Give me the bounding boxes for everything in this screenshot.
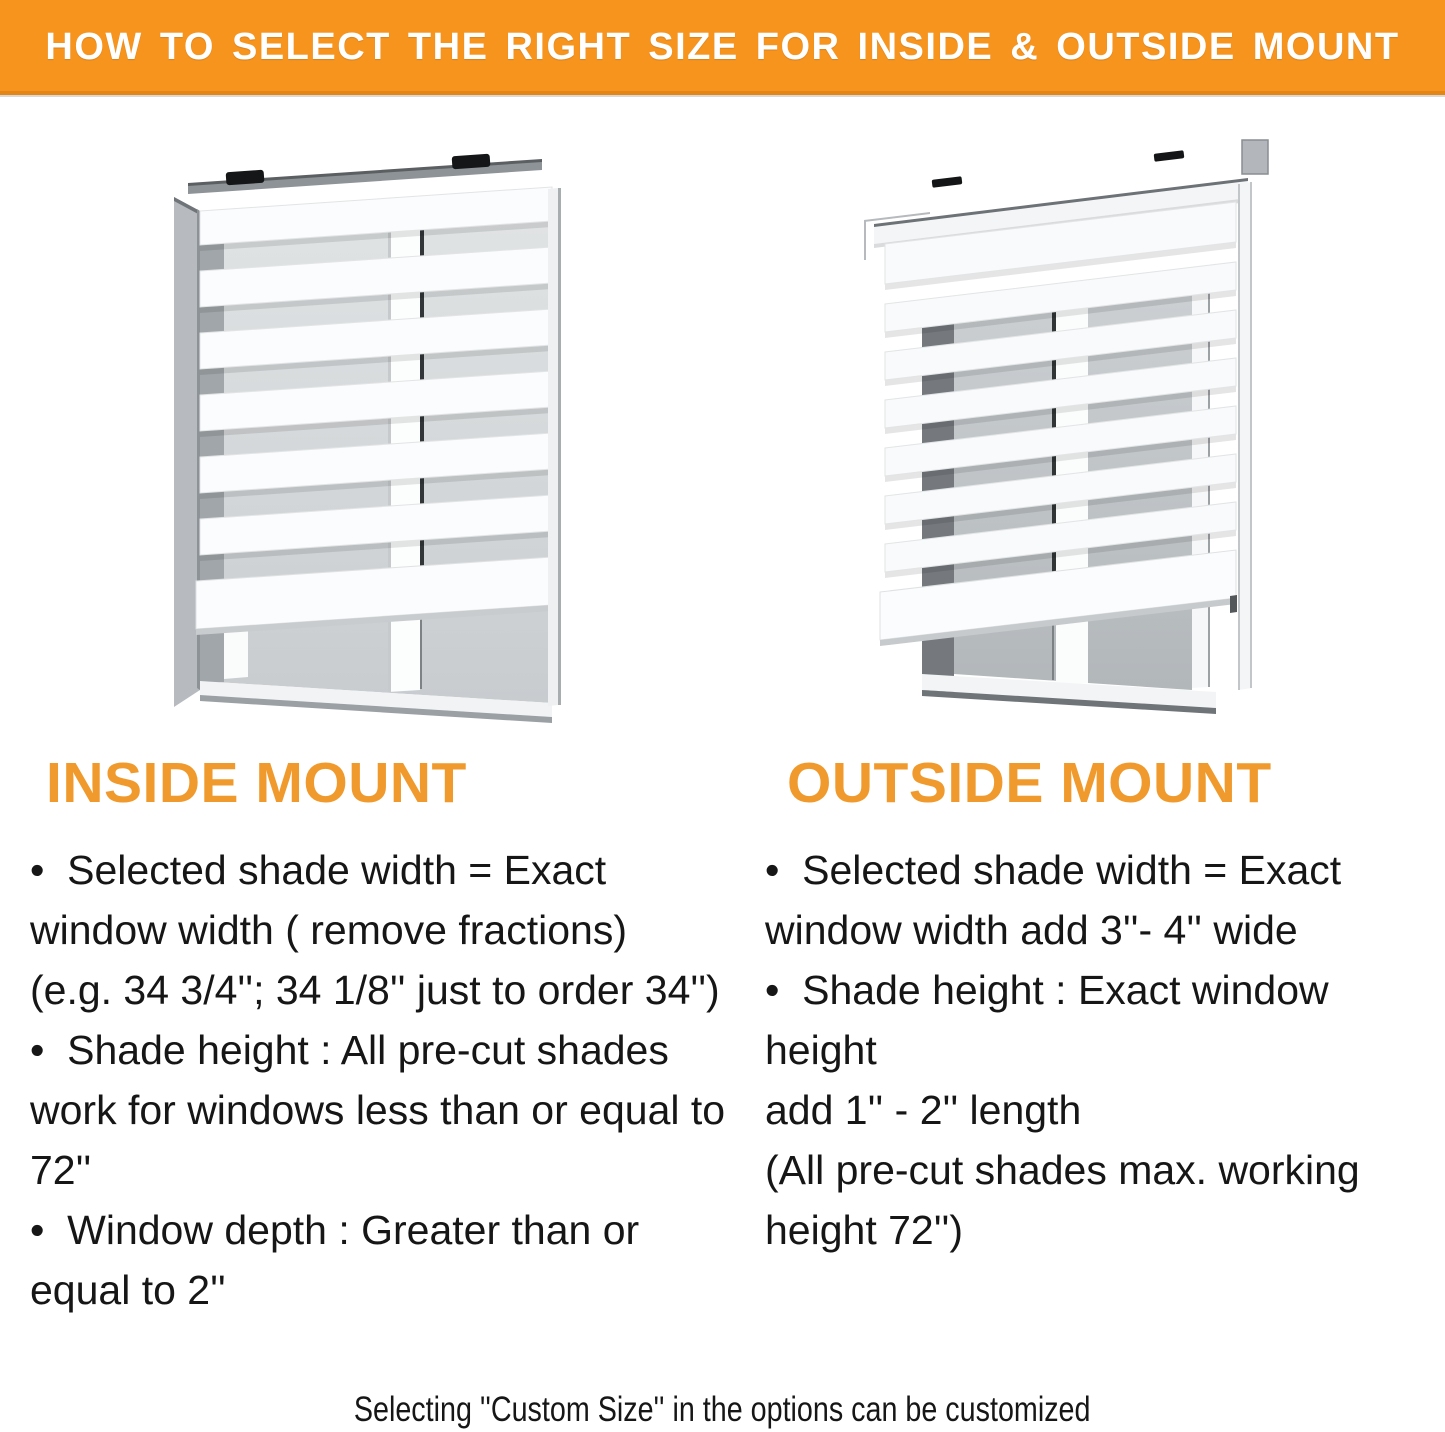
instruction-line: • Selected shade width = Exact (30, 847, 607, 893)
instruction-line: (e.g. 34 3/4''; 34 1/8'' just to order 34'') (30, 967, 720, 1013)
footer-note: Selecting ''Custom Size'' in the options can be customized (354, 1390, 1091, 1429)
instruction-line: • Shade height : All pre-cut shades (30, 1027, 669, 1073)
headrail (188, 154, 542, 194)
instruction-line: equal to 2'' (30, 1267, 226, 1313)
inside-mount-illustration (160, 145, 570, 735)
instruction-line: 72'' (30, 1147, 92, 1193)
instruction-line: • Shade height : Exact window height (765, 967, 1341, 1073)
mount-clip (452, 154, 491, 170)
inside-instructions (30, 840, 735, 1320)
footer (0, 1390, 1445, 1430)
instruction-line: height 72'') (765, 1207, 964, 1253)
outside-instructions (765, 840, 1445, 1260)
banner-title: HOW TO SELECT THE RIGHT SIZE FOR INSIDE & OUTSIDE MOUNT (45, 26, 1400, 68)
figure-inside-mount (160, 145, 570, 735)
instruction-line: add 1'' - 2'' length (765, 1087, 1082, 1133)
instruction-line: window width ( remove fractions) (30, 907, 627, 953)
instruction-line: • Window depth : Greater than or (30, 1207, 640, 1253)
mount-clip (226, 170, 265, 186)
end-bracket (1242, 140, 1268, 174)
inside-mount-heading: INSIDE MOUNT (46, 751, 467, 815)
instruction-line: (All pre-cut shades max. working (765, 1147, 1360, 1193)
outside-mount-heading: OUTSIDE MOUNT (787, 751, 1272, 815)
instruction-line: • Selected shade width = Exact (765, 847, 1342, 893)
window-right-frame (548, 188, 561, 706)
header-banner (0, 0, 1445, 97)
outside-mount-illustration (860, 133, 1275, 725)
instruction-line: work for windows less than or equal to (30, 1087, 726, 1133)
bracket-mark (932, 176, 963, 188)
instruction-line: window width add 3''- 4'' wide (765, 907, 1298, 953)
figure-outside-mount (860, 133, 1275, 725)
bracket-mark (1154, 150, 1185, 162)
wall-brackets (932, 140, 1268, 188)
shade-side-strip (1238, 182, 1252, 690)
